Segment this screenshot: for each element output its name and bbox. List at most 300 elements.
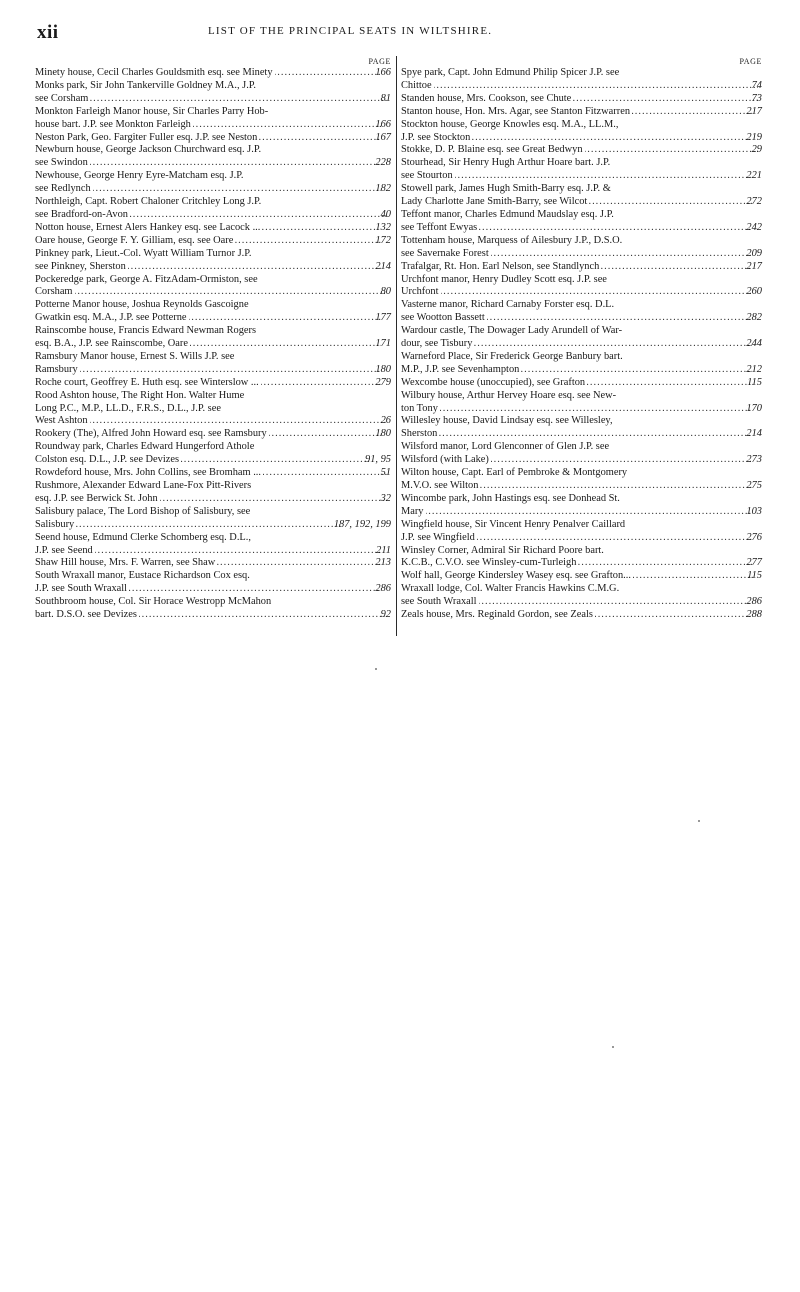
entry-page: 26 bbox=[380, 415, 391, 427]
entry-line bbox=[35, 105, 391, 119]
entry-page: 276 bbox=[746, 531, 762, 543]
entry-line bbox=[35, 454, 391, 467]
entry-text: see Redlynch bbox=[35, 183, 91, 195]
entry-text: J.P. see Wingfield bbox=[401, 531, 475, 543]
leader-dots bbox=[441, 286, 753, 299]
entry-page: 115 bbox=[747, 376, 762, 388]
entry-page: 73 bbox=[751, 92, 762, 104]
entry-line bbox=[35, 415, 391, 428]
entry-text: Newburn house, George Jackson Churchward esq. J.P. bbox=[35, 144, 262, 156]
entry-text: Zeals house, Mrs. Reginald Gordon, see Zeals bbox=[401, 609, 593, 621]
entry-text: Rainscombe house, Francis Edward Newman Rogers bbox=[35, 325, 257, 337]
index-entry bbox=[35, 170, 391, 196]
entry-text: Newhouse, George Henry Eyre-Matcham esq. J.P. bbox=[35, 170, 244, 182]
entry-text: J.P. see Seend bbox=[35, 544, 93, 556]
entry-page: 182 bbox=[375, 183, 391, 195]
entry-text: Stokke, D. P. Blaine esq. see Great Bedwyn bbox=[401, 144, 583, 156]
entry-line bbox=[401, 183, 762, 196]
leader-dots bbox=[128, 261, 382, 274]
leader-dots bbox=[93, 183, 382, 196]
entry-line bbox=[35, 221, 391, 235]
entry-line bbox=[401, 415, 762, 428]
entry-line bbox=[401, 389, 762, 403]
index-entry bbox=[35, 248, 391, 274]
entry-line bbox=[401, 67, 762, 80]
leader-dots bbox=[90, 415, 387, 428]
index-entry bbox=[35, 222, 391, 235]
entry-line bbox=[35, 234, 391, 248]
leader-dots bbox=[90, 93, 386, 106]
index-entry bbox=[401, 609, 762, 622]
entry-line bbox=[35, 467, 391, 480]
entry-line bbox=[35, 157, 391, 170]
entry-line bbox=[35, 480, 391, 493]
index-entry bbox=[35, 506, 391, 532]
leader-dots bbox=[632, 106, 752, 119]
entry-page: 166 bbox=[375, 118, 391, 130]
entry-page: 74 bbox=[751, 79, 762, 91]
index-entry bbox=[35, 235, 391, 248]
leader-dots bbox=[181, 454, 371, 467]
index-entry bbox=[401, 583, 762, 609]
entry-line bbox=[401, 596, 762, 609]
entry-page: 29 bbox=[751, 144, 762, 156]
entry-text: Long P.C., M.P., LL.D., F.R.S., D.L., J.P. see bbox=[35, 402, 221, 414]
entry-page: 277 bbox=[746, 557, 762, 569]
entry-page: 81 bbox=[380, 92, 391, 104]
entry-text: see South Wraxall bbox=[401, 596, 477, 608]
entry-text: Rowdeford house, Mrs. John Collins, see Bromham ... bbox=[35, 467, 261, 479]
entry-text: see Swindon bbox=[35, 157, 88, 169]
entry-line bbox=[35, 350, 391, 364]
index-entry bbox=[401, 209, 762, 235]
index-entry bbox=[401, 570, 762, 583]
right-column bbox=[401, 56, 762, 622]
entry-line bbox=[401, 557, 762, 570]
leader-dots bbox=[90, 157, 382, 170]
entry-text: Sherston bbox=[401, 428, 438, 440]
index-entry bbox=[401, 441, 762, 467]
right-page-label: PAGE bbox=[739, 57, 762, 66]
leader-dots bbox=[521, 364, 752, 377]
entry-line bbox=[35, 492, 391, 506]
entry-line bbox=[401, 544, 762, 558]
entry-page: 170 bbox=[746, 402, 762, 414]
index-entry bbox=[401, 467, 762, 493]
entry-page: 180 bbox=[375, 428, 391, 440]
entry-page: 91, 95 bbox=[365, 454, 391, 466]
entry-page: 92 bbox=[380, 609, 391, 621]
index-entry bbox=[35, 80, 391, 106]
entry-text: house bart. J.P. see Monkton Farleigh bbox=[35, 118, 191, 130]
entry-text: Wilsford manor, Lord Glenconner of Glen J.P. see bbox=[401, 441, 610, 453]
leader-dots bbox=[573, 93, 757, 106]
entry-text: Wincombe park, John Hastings esq. see Donhead St. bbox=[401, 492, 620, 504]
index-entry bbox=[35, 67, 391, 80]
leader-dots bbox=[262, 222, 381, 235]
entry-text: see Savernake Forest bbox=[401, 247, 489, 259]
entry-text: Pinkney park, Lieut.-Col. Wyatt William Turnor J.P. bbox=[35, 247, 252, 259]
left-column bbox=[35, 56, 391, 622]
entry-line bbox=[35, 144, 391, 157]
entry-line bbox=[401, 480, 762, 493]
entry-text: see Stourton bbox=[401, 170, 453, 182]
entry-text: Southbroom house, Col. Sir Horace Westropp McMahon bbox=[35, 596, 272, 608]
entry-text: Wilsford (with Lake) bbox=[401, 454, 489, 466]
index-entry bbox=[35, 557, 391, 570]
entry-line bbox=[401, 376, 762, 390]
entry-text: Wolf hall, George Kindersley Wasey esq. see Grafton... bbox=[401, 570, 631, 582]
left-page-label: PAGE bbox=[368, 57, 391, 66]
entry-line bbox=[35, 118, 391, 132]
entry-text: see Teffont Ewyas bbox=[401, 221, 478, 233]
column-divider bbox=[396, 56, 397, 636]
entry-line bbox=[35, 518, 391, 532]
paper-speck bbox=[698, 820, 700, 822]
entry-page: 209 bbox=[746, 247, 762, 259]
leader-dots bbox=[601, 261, 752, 274]
entry-text: Urchfont bbox=[401, 286, 439, 298]
entry-line bbox=[35, 92, 391, 106]
entry-text: Stourhead, Sir Henry Hugh Arthur Hoare bart. J.P. bbox=[401, 157, 611, 169]
entry-text: Wardour castle, The Dowager Lady Arundell of War- bbox=[401, 325, 623, 337]
entry-page: 282 bbox=[746, 312, 762, 324]
entry-line bbox=[401, 79, 762, 93]
entry-text: Teffont manor, Charles Edmund Maudslay esq. J.P. bbox=[401, 208, 614, 220]
entry-text: Northleigh, Capt. Robert Chaloner Critchley Long J.P. bbox=[35, 196, 262, 208]
entry-line bbox=[401, 118, 762, 132]
entry-line bbox=[401, 260, 762, 274]
index-entry bbox=[401, 493, 762, 519]
leader-dots bbox=[480, 480, 752, 493]
leader-dots bbox=[589, 196, 752, 209]
entry-text: J.P. see Stockton bbox=[401, 131, 471, 143]
leader-dots bbox=[130, 209, 387, 222]
leader-dots bbox=[261, 377, 382, 390]
index-entry bbox=[35, 196, 391, 222]
entry-page: 214 bbox=[746, 428, 762, 440]
entry-line bbox=[401, 428, 762, 441]
entry-line bbox=[401, 338, 762, 351]
leader-dots bbox=[259, 132, 381, 145]
entry-line bbox=[401, 299, 762, 312]
entry-line bbox=[35, 325, 391, 338]
entry-line bbox=[401, 196, 762, 209]
entry-text: Wexcombe house (unoccupied), see Grafton bbox=[401, 376, 586, 388]
leader-dots bbox=[491, 248, 753, 261]
entry-line bbox=[401, 234, 762, 248]
entry-line bbox=[35, 286, 391, 299]
entry-line bbox=[35, 505, 391, 519]
entry-text: Colston esq. D.L., J.P. see Devizes bbox=[35, 454, 180, 466]
index-entry bbox=[401, 377, 762, 390]
entry-text: West Ashton bbox=[35, 415, 88, 427]
paper-speck bbox=[375, 668, 377, 670]
entry-page: 288 bbox=[746, 609, 762, 621]
leader-dots bbox=[275, 67, 382, 80]
leader-dots bbox=[479, 596, 753, 609]
index-entry bbox=[401, 235, 762, 261]
index-entry bbox=[35, 144, 391, 170]
index-entry bbox=[401, 274, 762, 300]
entry-line bbox=[35, 376, 391, 390]
entry-line bbox=[401, 247, 762, 261]
index-entry bbox=[35, 441, 391, 467]
entry-text: Willesley house, David Lindsay esq. see Willesley, bbox=[401, 415, 613, 427]
entry-page: 172 bbox=[375, 234, 391, 246]
entry-page: 244 bbox=[746, 338, 762, 350]
entry-line bbox=[401, 273, 762, 287]
leader-dots bbox=[455, 170, 753, 183]
entry-line bbox=[401, 221, 762, 235]
entry-line bbox=[401, 350, 762, 364]
entry-text: Lady Charlotte Jane Smith-Barry, see Wilcot bbox=[401, 196, 588, 208]
entry-text: Mary bbox=[401, 505, 424, 517]
entry-page: 177 bbox=[375, 312, 391, 324]
entry-text: Monkton Farleigh Manor house, Sir Charles Parry Hob- bbox=[35, 105, 269, 117]
entry-line bbox=[401, 144, 762, 157]
leader-dots bbox=[263, 467, 387, 480]
entry-text: Shaw Hill house, Mrs. F. Warren, see Shaw bbox=[35, 557, 216, 569]
leader-dots bbox=[585, 144, 758, 157]
entry-page: 51 bbox=[380, 467, 391, 479]
leader-dots bbox=[129, 583, 381, 596]
entry-text: M.P., J.P. see Sevenhampton bbox=[401, 363, 520, 375]
entry-page: 115 bbox=[747, 570, 762, 582]
leader-dots bbox=[633, 570, 753, 583]
index-entry bbox=[401, 351, 762, 377]
entry-text: Urchfont manor, Henry Dudley Scott esq. J.P. see bbox=[401, 273, 607, 285]
entry-text: ton Tony bbox=[401, 402, 438, 414]
entry-text: Potterne Manor house, Joshua Reynolds Gascoigne bbox=[35, 299, 249, 311]
index-entry bbox=[35, 351, 391, 377]
index-entry bbox=[35, 570, 391, 596]
index-entry bbox=[35, 532, 391, 558]
entry-page: 221 bbox=[746, 170, 762, 182]
entry-page: 40 bbox=[380, 208, 391, 220]
entry-line bbox=[35, 67, 391, 80]
entry-page: 212 bbox=[746, 363, 762, 375]
entry-line bbox=[401, 492, 762, 506]
entry-page: 214 bbox=[375, 260, 391, 272]
entry-text: Ramsbury Manor house, Ernest S. Wills J.P. see bbox=[35, 350, 235, 362]
entry-page: 171 bbox=[375, 338, 391, 350]
entry-text: South Wraxall manor, Eustace Richardson Cox esq. bbox=[35, 570, 250, 582]
index-entry bbox=[35, 377, 391, 390]
entry-text: Winsley Corner, Admiral Sir Richard Poore bart. bbox=[401, 544, 604, 556]
entry-line bbox=[401, 312, 762, 325]
entry-line bbox=[35, 428, 391, 441]
entry-line bbox=[401, 505, 762, 519]
index-entry bbox=[35, 480, 391, 506]
leader-dots bbox=[160, 493, 387, 506]
entry-line bbox=[401, 208, 762, 222]
index-entry bbox=[401, 390, 762, 416]
entry-page: 213 bbox=[375, 557, 391, 569]
entry-text: Roche court, Geoffrey E. Huth esq. see Winterslow ... bbox=[35, 376, 259, 388]
entry-text: esq. B.A., J.P. see Rainscombe, Oare bbox=[35, 338, 188, 350]
leader-dots bbox=[76, 519, 340, 532]
entry-page: 217 bbox=[746, 105, 762, 117]
entry-text: Warneford Place, Sir Frederick George Banbury bart. bbox=[401, 350, 623, 362]
entry-line bbox=[35, 389, 391, 403]
entry-page: 211 bbox=[376, 544, 391, 556]
leader-dots bbox=[477, 532, 753, 545]
entry-text: Spye park, Capt. John Edmund Philip Spicer J.P. see bbox=[401, 67, 620, 78]
entry-text: Rookery (The), Alfred John Howard esq. see Ramsbury bbox=[35, 428, 267, 440]
entry-line bbox=[35, 609, 391, 622]
entry-line bbox=[35, 79, 391, 93]
entry-text: Corsham bbox=[35, 286, 73, 298]
entry-line bbox=[35, 312, 391, 325]
leader-dots bbox=[472, 132, 752, 145]
leader-dots bbox=[193, 119, 382, 132]
entry-text: Chittoe bbox=[401, 79, 432, 91]
entry-line bbox=[35, 544, 391, 558]
entry-line bbox=[35, 273, 391, 287]
index-entry bbox=[401, 545, 762, 571]
index-entry bbox=[401, 144, 762, 157]
leader-dots bbox=[474, 338, 752, 351]
index-entry bbox=[401, 415, 762, 441]
entry-line bbox=[35, 363, 391, 377]
entry-text: Neston Park, Geo. Fargiter Fuller esq. J.P. see Neston bbox=[35, 131, 258, 143]
entry-text: Vasterne manor, Richard Carnaby Forster esq. D.L. bbox=[401, 299, 615, 311]
entry-page: 273 bbox=[746, 454, 762, 466]
index-entry bbox=[401, 119, 762, 145]
leader-dots bbox=[434, 80, 758, 93]
entry-line bbox=[401, 402, 762, 416]
entry-text: see Corsham bbox=[35, 92, 89, 104]
entry-text: K.C.B., C.V.O. see Winsley-cum-Turleigh bbox=[401, 557, 577, 569]
entry-line bbox=[401, 105, 762, 119]
entry-page: 167 bbox=[375, 131, 391, 143]
entry-line bbox=[401, 467, 762, 480]
entry-text: Stockton house, George Knowles esq. M.A., LL.M., bbox=[401, 118, 619, 130]
leader-dots bbox=[487, 312, 753, 325]
entry-line bbox=[35, 557, 391, 570]
entry-text: Salisbury palace, The Lord Bishop of Salisbury, see bbox=[35, 505, 251, 517]
entry-text: see Pinkney, Sherston bbox=[35, 260, 126, 272]
entry-line bbox=[35, 531, 391, 545]
index-entry bbox=[35, 299, 391, 325]
entry-line bbox=[35, 196, 391, 209]
entry-line bbox=[401, 454, 762, 467]
leader-dots bbox=[440, 403, 753, 416]
index-entry bbox=[35, 274, 391, 300]
entry-page: 103 bbox=[746, 505, 762, 517]
leader-dots bbox=[235, 235, 381, 248]
leader-dots bbox=[426, 506, 753, 519]
entry-text: Notton house, Ernest Alers Hankey esq. see Lacock ... bbox=[35, 221, 261, 233]
page-number: xii bbox=[37, 22, 59, 43]
entry-text: Wilton house, Capt. Earl of Pembroke & Montgomery bbox=[401, 467, 628, 479]
entry-line bbox=[401, 609, 762, 622]
leader-dots bbox=[491, 454, 753, 467]
entry-page: 286 bbox=[746, 596, 762, 608]
entry-line bbox=[401, 92, 762, 106]
entry-line bbox=[35, 596, 391, 609]
index-entry bbox=[35, 106, 391, 132]
entry-text: dour, see Tisbury bbox=[401, 338, 473, 350]
entry-page: 180 bbox=[375, 363, 391, 375]
entry-text: see Bradford-on-Avon bbox=[35, 208, 129, 220]
leader-dots bbox=[190, 338, 381, 351]
entry-text: Rushmore, Alexander Edward Lane-Fox Pitt-Rivers bbox=[35, 480, 252, 491]
entry-line bbox=[401, 441, 762, 454]
entry-page: 187, 192, 199 bbox=[333, 518, 391, 530]
index-entry bbox=[401, 93, 762, 106]
entry-text: Stowell park, James Hugh Smith-Barry esq. J.P. & bbox=[401, 183, 611, 195]
entry-line bbox=[401, 131, 762, 145]
entry-page: 279 bbox=[375, 376, 391, 388]
entry-line bbox=[35, 247, 391, 261]
index-entry bbox=[35, 428, 391, 441]
entry-text: Rood Ashton house, The Right Hon. Walter Hume bbox=[35, 389, 245, 401]
leader-dots bbox=[479, 222, 752, 235]
entry-page: 260 bbox=[746, 286, 762, 298]
entry-line bbox=[35, 570, 391, 583]
entry-text: Monks park, Sir John Tankerville Goldney M.A., J.P. bbox=[35, 79, 257, 91]
index-entry bbox=[35, 467, 391, 480]
entry-line bbox=[401, 570, 762, 583]
entry-text: Pockeredge park, George A. FitzAdam-Ormiston, see bbox=[35, 273, 258, 285]
leader-dots bbox=[139, 609, 387, 622]
index-entry bbox=[401, 157, 762, 183]
entry-line bbox=[401, 363, 762, 377]
index-entry bbox=[35, 596, 391, 622]
entry-page: 272 bbox=[746, 196, 762, 208]
paper-speck bbox=[612, 1046, 614, 1048]
entry-page: 166 bbox=[375, 67, 391, 78]
entry-text: Wingfield house, Sir Vincent Henry Penalver Caillard bbox=[401, 518, 626, 530]
entry-line bbox=[35, 402, 391, 416]
entry-line bbox=[401, 286, 762, 299]
entry-text: Salisbury bbox=[35, 518, 75, 530]
index-entry bbox=[401, 519, 762, 545]
entry-line bbox=[35, 131, 391, 145]
index-entry bbox=[35, 325, 391, 351]
index-entry bbox=[401, 299, 762, 325]
leader-dots bbox=[439, 428, 752, 441]
index-entry bbox=[401, 261, 762, 274]
entry-text: M.V.O. see Wilton bbox=[401, 480, 479, 491]
entry-page: 217 bbox=[746, 260, 762, 272]
left-entries bbox=[35, 67, 391, 622]
index-entry bbox=[401, 325, 762, 351]
right-entries bbox=[401, 67, 762, 622]
entry-page: 242 bbox=[746, 221, 762, 233]
entry-text: Trafalgar, Rt. Hon. Earl Nelson, see Standlynch bbox=[401, 260, 600, 272]
entry-text: Wraxall lodge, Col. Walter Francis Hawkins C.M.G. bbox=[401, 583, 620, 595]
leader-dots bbox=[578, 557, 752, 570]
leader-dots bbox=[269, 428, 382, 441]
entry-line bbox=[401, 325, 762, 338]
entry-text: Ramsbury bbox=[35, 363, 78, 375]
entry-page: 286 bbox=[375, 583, 391, 595]
index-entry bbox=[401, 67, 762, 93]
entry-page: 80 bbox=[380, 286, 391, 298]
entry-page: 219 bbox=[746, 131, 762, 143]
entry-text: Roundway park, Charles Edward Hungerford Athole bbox=[35, 441, 255, 453]
entry-line bbox=[401, 170, 762, 183]
leader-dots bbox=[189, 312, 382, 325]
running-title: LIST OF THE PRINCIPAL SEATS IN WILTSHIRE. bbox=[208, 25, 493, 37]
index-entry bbox=[401, 183, 762, 209]
leader-dots bbox=[595, 609, 753, 622]
entry-text: Gwatkin esq. M.A., J.P. see Potterne bbox=[35, 312, 187, 324]
entry-line bbox=[35, 299, 391, 312]
